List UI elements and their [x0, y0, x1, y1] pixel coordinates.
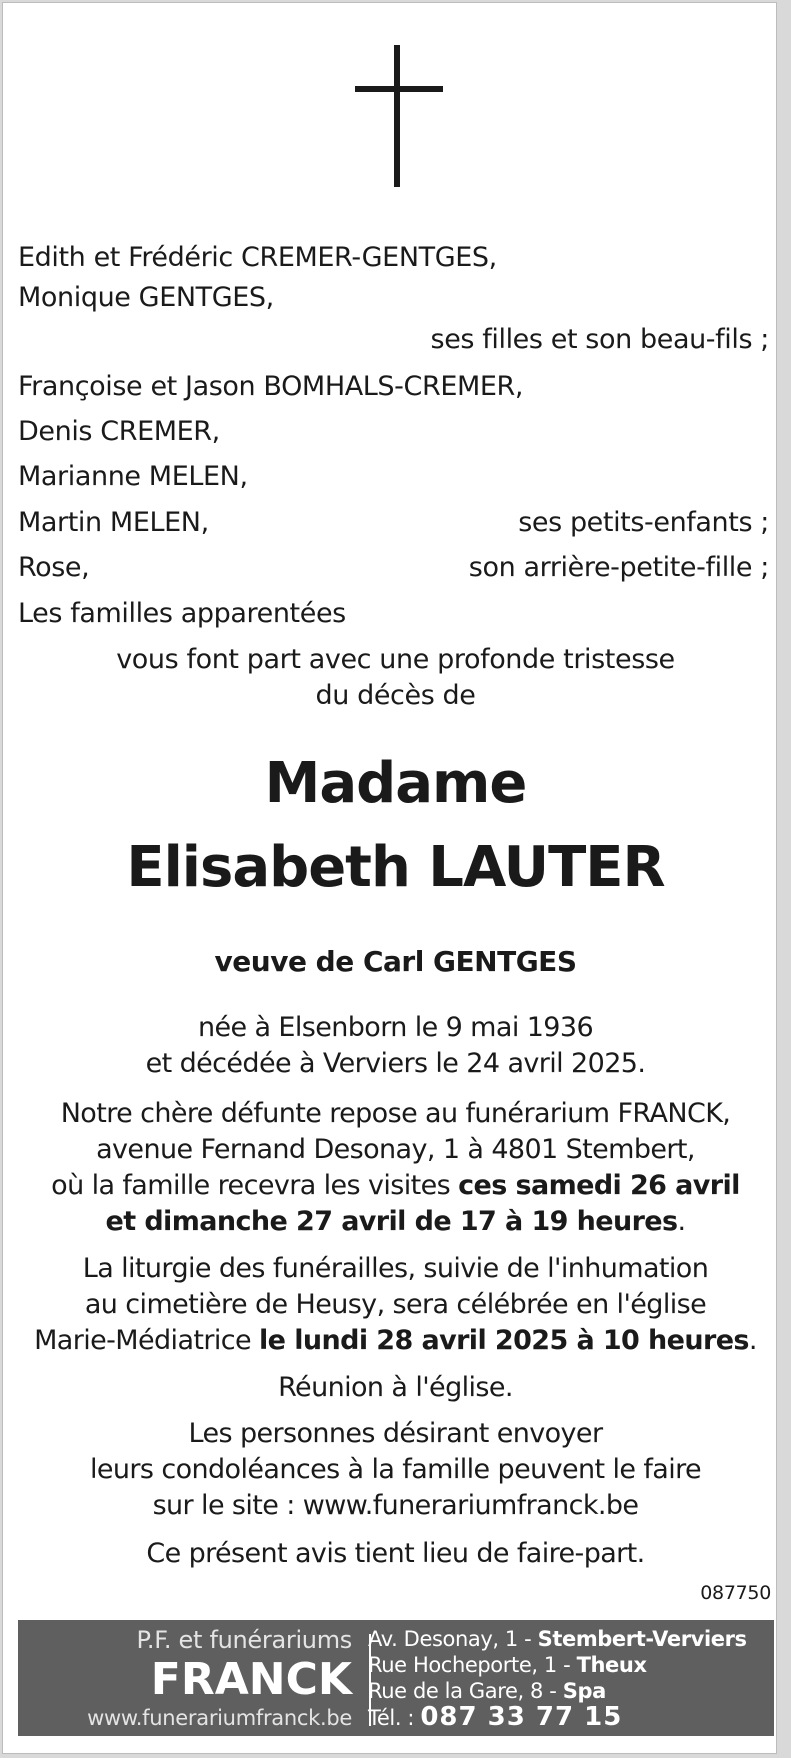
family-name: Martin MELEN, — [18, 507, 209, 538]
visitation-end: . — [677, 1206, 686, 1237]
cross-icon-bar — [355, 86, 443, 92]
funeral-home-tagline: P.F. et funérariums — [136, 1626, 352, 1654]
intro-line: vous font part avec une profonde tristesse — [116, 644, 675, 675]
visitation-line — [0, 1168, 791, 1204]
funeral-date: le lundi 28 avril 2025 à 10 heures — [259, 1325, 749, 1356]
funeral-home-website[interactable]: www.funerariumfranck.be — [87, 1706, 352, 1730]
family-name: Monique GENTGES, — [18, 282, 274, 313]
family-name: Les familles apparentées — [18, 598, 346, 629]
address-row — [368, 1626, 772, 1652]
funeral-line: La liturgie des funérailles, suivie de l'inhumation — [82, 1253, 709, 1284]
family-relation: ses filles et son beau-fils ; — [430, 324, 769, 355]
address-street: Rue Hocheporte, 1 - — [368, 1653, 577, 1677]
intro-line: du décès de — [315, 680, 476, 711]
visitation-hours: et dimanche 27 avril de 17 à 19 heures — [105, 1206, 678, 1237]
death-line: et décédée à Verviers le 24 avril 2025. — [145, 1048, 646, 1079]
funeral-end: . — [748, 1325, 757, 1356]
family-row — [18, 414, 773, 450]
family-row — [18, 459, 773, 495]
funeral-home-logo: FRANCK — [150, 1654, 352, 1705]
family-row — [18, 550, 773, 586]
family-row — [18, 369, 773, 405]
visitation-dates: ces samedi 26 avril — [458, 1170, 740, 1201]
widow-of: veuve de Carl GENTGES — [214, 945, 577, 978]
address-city: Spa — [562, 1679, 606, 1703]
family-relation: ses petits-enfants ; — [518, 507, 769, 538]
deceased-name: Elisabeth LAUTER — [126, 835, 665, 900]
phone-label: Tél. : — [368, 1706, 421, 1730]
funeral-home-banner — [18, 1620, 774, 1736]
family-name: Denis CREMER, — [18, 416, 220, 447]
address-row — [368, 1652, 772, 1678]
address-city: Theux — [576, 1653, 647, 1677]
condolences-line: leurs condoléances à la famille peuvent le faire — [89, 1454, 702, 1485]
funeral-home-addresses — [368, 1626, 772, 1730]
notice-line: Ce présent avis tient lieu de faire-part. — [146, 1538, 645, 1569]
visitation-line: Notre chère défunte repose au funérarium FRANCK, — [60, 1098, 731, 1129]
family-relation: son arrière-petite-fille ; — [468, 552, 769, 583]
visitation-line — [0, 1204, 791, 1240]
birth-line: née à Elsenborn le 9 mai 1936 — [197, 1012, 594, 1043]
funeral-home-brand — [18, 1620, 364, 1736]
funeral-line — [0, 1323, 791, 1359]
visitation-line: avenue Fernand Desonay, 1 à 4801 Stembert, — [96, 1134, 695, 1165]
reunion-line: Réunion à l'église. — [278, 1372, 513, 1403]
deceased-title: Madame — [264, 751, 527, 816]
family-name: Marianne MELEN, — [18, 461, 248, 492]
cross-icon — [394, 45, 400, 187]
family-name: Rose, — [18, 552, 90, 583]
phone-number[interactable]: 087 33 77 15 — [420, 1702, 623, 1732]
family-row — [18, 505, 773, 541]
visitation-text: où la famille recevra les visites — [51, 1170, 459, 1201]
family-name: Edith et Frédéric CREMER-GENTGES, — [18, 242, 497, 273]
family-row — [18, 240, 773, 276]
family-row — [18, 596, 773, 632]
condolences-line: Les personnes désirant envoyer — [188, 1418, 603, 1449]
reference-number: 087750 — [700, 1582, 771, 1604]
address-city: Stembert-Verviers — [537, 1627, 747, 1651]
address-street: Av. Desonay, 1 - — [368, 1627, 538, 1651]
funeral-church: Marie-Médiatrice — [34, 1325, 260, 1356]
address-row — [368, 1678, 772, 1704]
phone-row — [368, 1704, 772, 1730]
funeral-line: au cimetière de Heusy, sera célébrée en l'église — [84, 1289, 707, 1320]
family-name: Françoise et Jason BOMHALS-CREMER, — [18, 371, 524, 402]
family-row — [18, 280, 773, 316]
condolences-line: sur le site : www.funerariumfranck.be — [152, 1490, 639, 1521]
address-street: Rue de la Gare, 8 - — [368, 1679, 563, 1703]
